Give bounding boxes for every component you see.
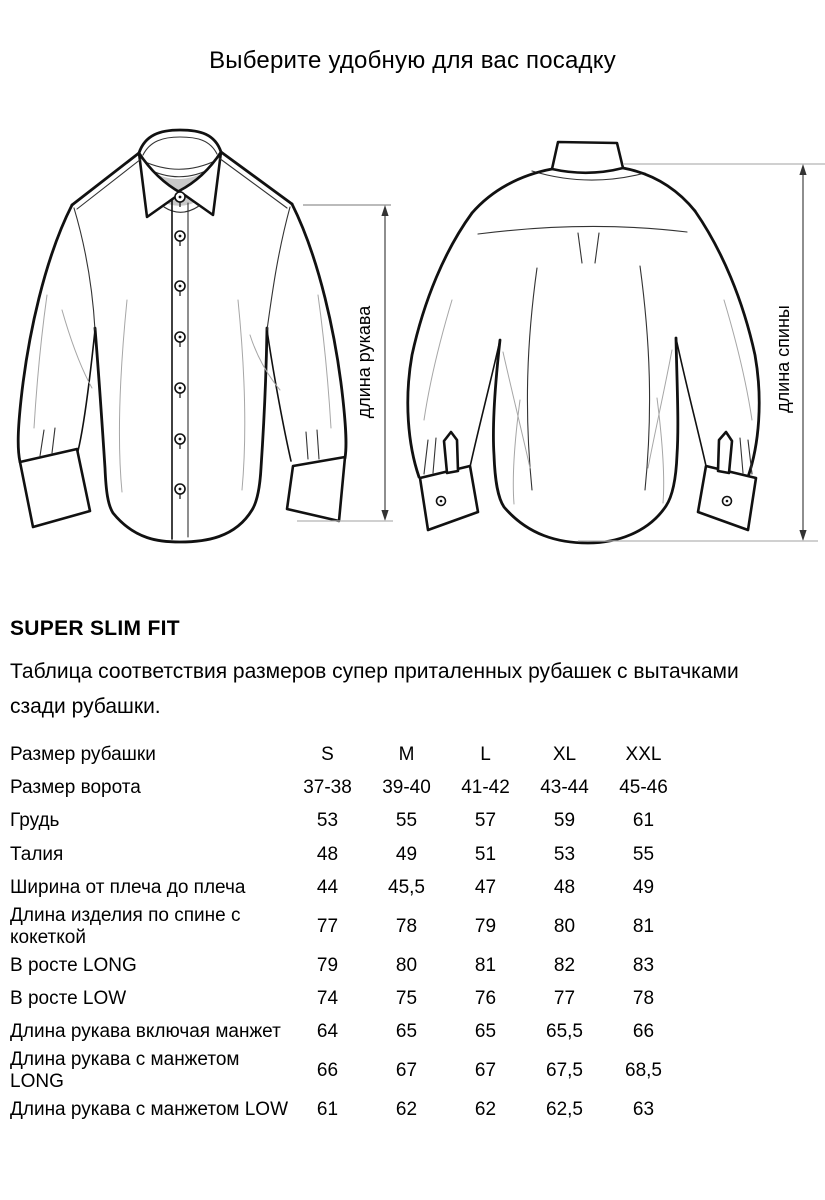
table-cell: 53 [553,843,576,865]
table-cell: 83 [632,954,655,976]
front-buttons [175,192,185,499]
table-cell: 53 [316,810,339,832]
table-row [10,838,683,871]
table-cell: 48 [553,877,576,899]
row-label: Размер рубашки [10,743,156,765]
table-cell: 61 [316,1098,339,1120]
table-cell: 77 [316,915,339,937]
table-cell: 41-42 [461,777,510,799]
table-row [10,905,683,949]
table-row [10,1049,683,1093]
row-label: Длина изделия по спине с кокеткой [10,904,241,948]
table-row [10,872,683,905]
table-cell: 59 [553,810,576,832]
row-label: В росте LONG [10,954,137,976]
table-cell: 64 [316,1021,339,1043]
table-cell: 51 [474,843,497,865]
table-cell: 80 [553,915,576,937]
table-cell: 81 [632,915,655,937]
table-cell: 67 [474,1060,497,1082]
table-cell: 65 [395,1021,418,1043]
row-label: Ширина от плеча до плеча [10,877,246,899]
table-cell: 55 [632,843,655,865]
table-cell: 44 [316,877,339,899]
table-row [10,1016,683,1049]
fit-description-line: Таблица соответствия размеров супер приталенных рубашек с вытачками [10,660,739,683]
table-cell: 63 [632,1098,655,1120]
table-cell: 43-44 [540,777,589,799]
table-cell: M [398,743,415,765]
table-cell: 74 [316,988,339,1010]
table-cell: 45-46 [619,777,668,799]
shirt-back-drawing [408,142,759,543]
table-cell: 62 [395,1098,418,1120]
table-cell: 49 [632,877,655,899]
table-cell: 80 [395,954,418,976]
table-cell: S [321,743,334,765]
row-label: В росте LOW [10,988,127,1010]
row-label: Длина рукава с манжетом LONG [10,1049,240,1093]
table-cell: 62 [474,1098,497,1120]
table-row [10,949,683,982]
table-cell: 57 [474,810,497,832]
table-cell: 68,5 [625,1060,662,1082]
table-cell: 76 [474,988,497,1010]
table-cell: 65 [474,1021,497,1043]
page-title: Выберите удобную для вас посадку [209,47,616,74]
table-cell: 79 [316,954,339,976]
table-cell: XL [552,743,577,765]
table-row [10,1093,683,1126]
table-cell: 67 [395,1060,418,1082]
table-cell: 82 [553,954,576,976]
table-cell: 66 [316,1060,339,1082]
shirt-front-drawing [18,130,346,542]
row-label: Размер ворота [10,777,141,799]
table-cell: 78 [395,915,418,937]
row-label: Грудь [10,810,60,832]
fit-heading: SUPER SLIM FIT [10,617,180,640]
table-cell: 77 [553,988,576,1010]
table-row [10,805,683,838]
table-cell: 45,5 [388,877,425,899]
table-cell: 81 [474,954,497,976]
table-cell: 78 [632,988,655,1010]
table-cell: 67,5 [546,1060,583,1082]
fit-description [10,655,739,724]
table-row [10,771,683,804]
size-table [10,738,683,1127]
table-cell: 62,5 [546,1098,583,1120]
table-cell: L [480,743,491,765]
shirt-technical-drawing [0,0,825,580]
table-cell: 48 [316,843,339,865]
table-cell: XXL [625,743,662,765]
table-cell: 49 [395,843,418,865]
table-cell: 37-38 [303,777,352,799]
table-cell: 55 [395,810,418,832]
table-cell: 66 [632,1021,655,1043]
back-length-label: длина спины [773,305,793,413]
row-label: Длина рукава с манжетом LOW [10,1098,289,1120]
table-cell: 39-40 [382,777,431,799]
table-row [10,738,683,771]
sleeve-length-label: длина рукава [354,305,374,419]
table-cell: 47 [474,877,497,899]
table-cell: 65,5 [546,1021,583,1043]
row-label: Талия [10,843,64,865]
table-cell: 75 [395,988,418,1010]
table-cell: 61 [632,810,655,832]
table-row [10,982,683,1015]
table-cell: 79 [474,915,497,937]
fit-description-line: сзади рубашки. [10,694,161,718]
row-label: Длина рукава включая манжет [10,1021,281,1043]
